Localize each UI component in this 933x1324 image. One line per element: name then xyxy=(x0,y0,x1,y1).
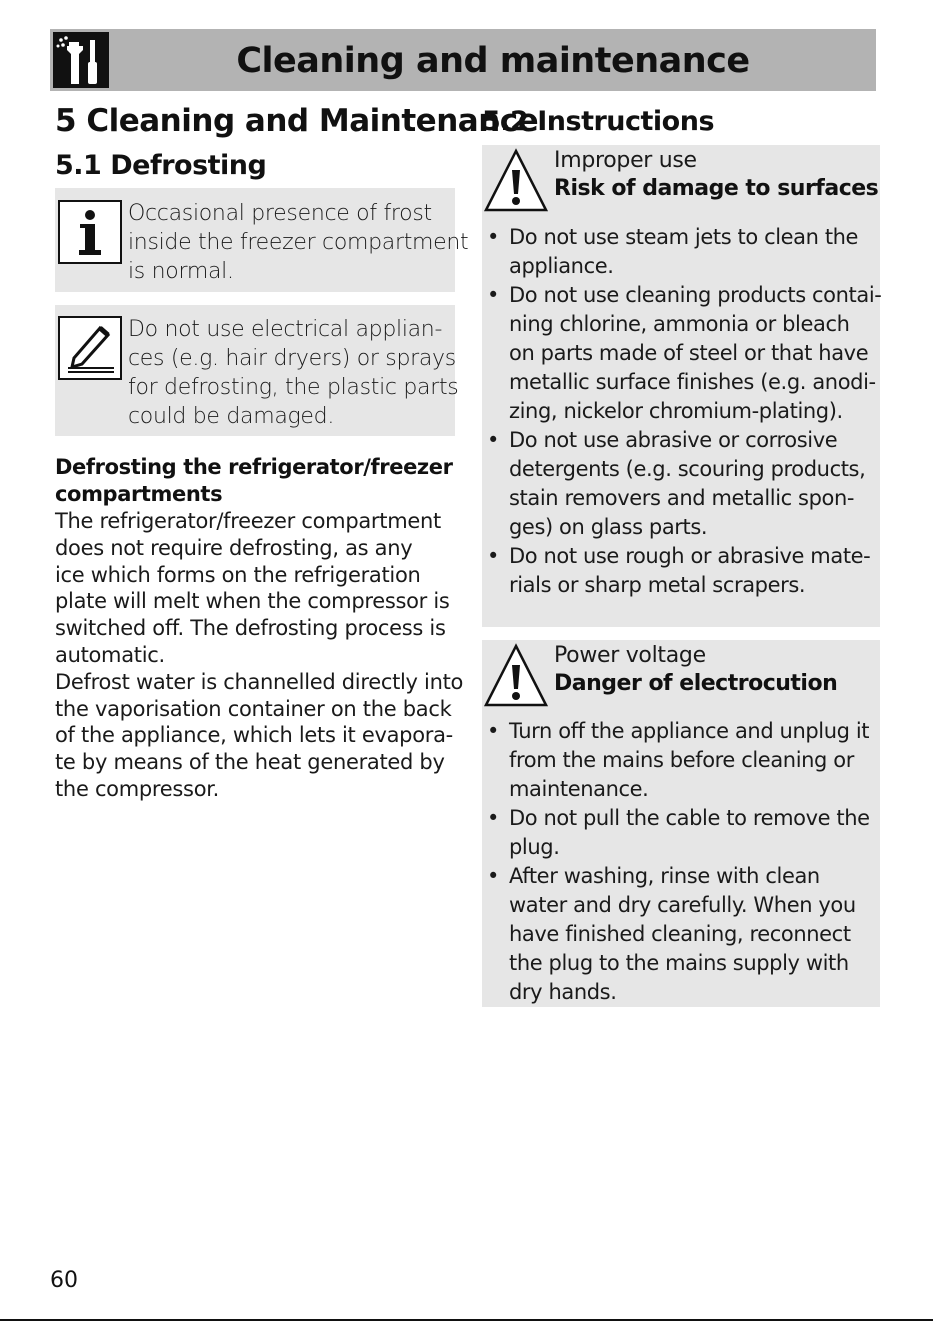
warning-label-improper-use: Improper use xyxy=(554,148,697,173)
list-item xyxy=(484,862,880,1007)
list-item xyxy=(484,717,880,804)
bullet-line: maintenance. xyxy=(509,777,649,801)
body-line: does not require defrosting, as any xyxy=(55,535,413,560)
warning2-bullet-list xyxy=(484,717,880,1007)
defrosting-subheading xyxy=(55,454,455,508)
bullet-line: • Do not use cleaning products contai- xyxy=(509,283,882,307)
bullet-line: on parts made of steel or that have xyxy=(509,341,869,365)
body-line: Defrost water is channelled directly into xyxy=(55,669,464,694)
bullet-line: metallic surface finishes (e.g. anodi- xyxy=(509,370,876,394)
list-item xyxy=(484,281,880,426)
bullet-line: ges) on glass parts. xyxy=(509,515,708,539)
bullet-line: plug. xyxy=(509,835,560,859)
warning1-bullet-list xyxy=(484,223,880,600)
body-line: plate will melt when the compressor is xyxy=(55,589,450,614)
note-text-line: for defrosting, the plastic parts xyxy=(128,375,459,400)
body-line: ice which forms on the refrigeration xyxy=(55,562,421,587)
body-line: the vaporisation container on the back xyxy=(55,696,452,721)
note-text-line: ces (e.g. hair dryers) or sprays xyxy=(128,346,456,371)
bullet-line: • Turn off the appliance and unplug it xyxy=(509,719,870,743)
body-line: switched off. The defrosting process is xyxy=(55,616,446,641)
body-line: te by means of the heat generated by xyxy=(55,750,445,775)
info-text-line: is normal. xyxy=(128,259,234,284)
section-heading: 5 Cleaning and Maintenance xyxy=(55,103,539,139)
info-text-line: inside the freezer compartment xyxy=(128,230,469,255)
note-text-line: Do not use electrical applian- xyxy=(128,317,443,342)
info-icon xyxy=(58,200,122,264)
pencil-note-icon xyxy=(58,316,122,380)
defrosting-body xyxy=(55,508,465,803)
bullet-line: • Do not use abrasive or corrosive xyxy=(509,428,838,452)
subsection-heading-defrosting: 5.1 Defrosting xyxy=(55,150,267,181)
bullet-line: zing, nickelor chromium-plating). xyxy=(509,399,843,423)
bottom-rule xyxy=(0,1319,933,1321)
bullet-line: have finished cleaning, reconnect xyxy=(509,922,851,946)
bullet-line: stain removers and metallic spon- xyxy=(509,486,855,510)
list-item xyxy=(484,804,880,862)
bullet-line: detergents (e.g. scouring products, xyxy=(509,457,866,481)
bullet-line: appliance. xyxy=(509,254,614,278)
list-item xyxy=(484,223,880,281)
body-line: automatic. xyxy=(55,642,165,667)
warning-title-damage: Risk of damage to surfaces xyxy=(554,176,879,201)
body-line: of the appliance, which lets it evapora- xyxy=(55,723,453,748)
subheading-line: Defrosting the refrigerator/freezer xyxy=(55,455,453,479)
bullet-line: dry hands. xyxy=(509,980,617,1004)
note-text xyxy=(128,315,458,431)
cleaning-tools-icon xyxy=(53,32,109,88)
bullet-line: • Do not pull the cable to remove the xyxy=(509,806,870,830)
warning-triangle-icon xyxy=(484,148,548,212)
page-number: 60 xyxy=(50,1268,78,1293)
body-line: The refrigerator/freezer compartment xyxy=(55,509,441,533)
info-text-line: Occasional presence of frost xyxy=(128,201,432,226)
bullet-line: • Do not use rough or abrasive mate- xyxy=(509,544,871,568)
subsection-heading-instructions: 5.2 Instructions xyxy=(482,106,715,137)
list-item xyxy=(484,542,880,600)
note-text-line: could be damaged. xyxy=(128,404,335,429)
warning-title-electrocution: Danger of electrocution xyxy=(554,671,838,696)
list-item xyxy=(484,426,880,542)
header-title: Cleaning and maintenance xyxy=(236,41,750,81)
bullet-line: water and dry carefully. When you xyxy=(509,893,856,917)
warning-label-power-voltage: Power voltage xyxy=(554,643,706,668)
subheading-line: compartments xyxy=(55,482,223,506)
body-line: the compressor. xyxy=(55,776,220,801)
warning-triangle-icon xyxy=(484,643,548,707)
bullet-line: • After washing, rinse with clean xyxy=(509,864,820,888)
bullet-line: • Do not use steam jets to clean the xyxy=(509,225,859,249)
bullet-line: from the mains before cleaning or xyxy=(509,748,854,772)
bullet-line: rials or sharp metal scrapers. xyxy=(509,573,806,597)
bullet-line: ning chlorine, ammonia or bleach xyxy=(509,312,850,336)
info-text xyxy=(128,199,468,286)
bullet-line: the plug to the mains supply with xyxy=(509,951,849,975)
